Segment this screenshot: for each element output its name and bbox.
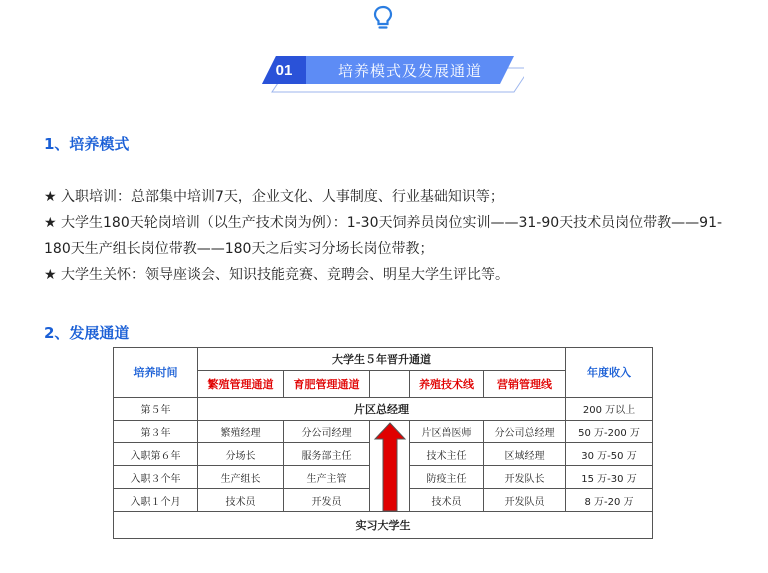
section1-title: 1、培养模式 xyxy=(44,135,130,153)
table-cell: 分公司总经理 xyxy=(484,420,566,443)
track-header: 繁殖管理通道 xyxy=(198,370,284,397)
table-cell: 区域经理 xyxy=(484,443,566,466)
row-time: 第５年 xyxy=(114,397,198,420)
table-cell: 生产组长 xyxy=(198,466,284,489)
row-time: 入职１个月 xyxy=(114,489,198,512)
table-cell: 开发队员 xyxy=(484,489,566,512)
table-footer: 实习大学生 xyxy=(114,511,653,538)
bullet-item: ★ 大学生180天轮岗培训（以生产技术岗为例）：1-30天饲养员岗位实训——31-90天技术员岗位带教——91-180天生产组长岗位带教——180天之后实习分场长岗位带教； xyxy=(44,215,723,257)
table-cell: 技术员 xyxy=(410,489,484,512)
merged-cell: 片区总经理 xyxy=(198,397,566,420)
table-cell: 分公司经理 xyxy=(284,420,370,443)
table-cell: 技术主任 xyxy=(410,443,484,466)
table-cell: 服务部主任 xyxy=(284,443,370,466)
row-income: 30 万-50 万 xyxy=(566,443,653,466)
table-cell: 分场长 xyxy=(198,443,284,466)
col-income-header: 年度收入 xyxy=(566,348,653,398)
section2-title: 2、发展通道 xyxy=(44,324,130,342)
table-cell: 繁殖经理 xyxy=(198,420,284,443)
promotion-table xyxy=(113,347,652,539)
row-income: 15 万-30 万 xyxy=(566,466,653,489)
up-arrow-icon xyxy=(373,421,407,513)
table-cell: 片区兽医师 xyxy=(410,420,484,443)
row-income: 8 万-20 万 xyxy=(566,489,653,512)
table-cell: 技术员 xyxy=(198,489,284,512)
table-cell: 生产主管 xyxy=(284,466,370,489)
section-number: 01 xyxy=(275,62,293,79)
table-cell: 开发员 xyxy=(284,489,370,512)
table-cell: 防疫主任 xyxy=(410,466,484,489)
table-cell: 开发队长 xyxy=(484,466,566,489)
row-time: 第３年 xyxy=(114,420,198,443)
track-header: 育肥管理通道 xyxy=(284,370,370,397)
row-income: 200 万以上 xyxy=(566,397,653,420)
row-time: 入职第６年 xyxy=(114,443,198,466)
empty-cell xyxy=(370,370,410,397)
bullet-list xyxy=(44,184,734,288)
section-header-title: 培养模式及发展通道 xyxy=(337,62,482,80)
arrow-cell xyxy=(370,420,410,511)
bullet-item: ★ 入职培训：总部集中培训7天，企业文化、人事制度、行业基础知识等； xyxy=(44,189,504,205)
track-header: 营销管理线 xyxy=(484,370,566,397)
bullet-item: ★ 大学生关怀：领导座谈会、知识技能竞赛、竞聘会、明星大学生评比等。 xyxy=(44,267,509,283)
col-main-header: 大学生５年晋升通道 xyxy=(198,348,566,371)
col-time-header: 培养时间 xyxy=(114,348,198,398)
track-header: 养殖技术线 xyxy=(410,370,484,397)
lightbulb-icon xyxy=(372,5,394,31)
row-time: 入职３个年 xyxy=(114,466,198,489)
row-income: 50 万-200 万 xyxy=(566,420,653,443)
